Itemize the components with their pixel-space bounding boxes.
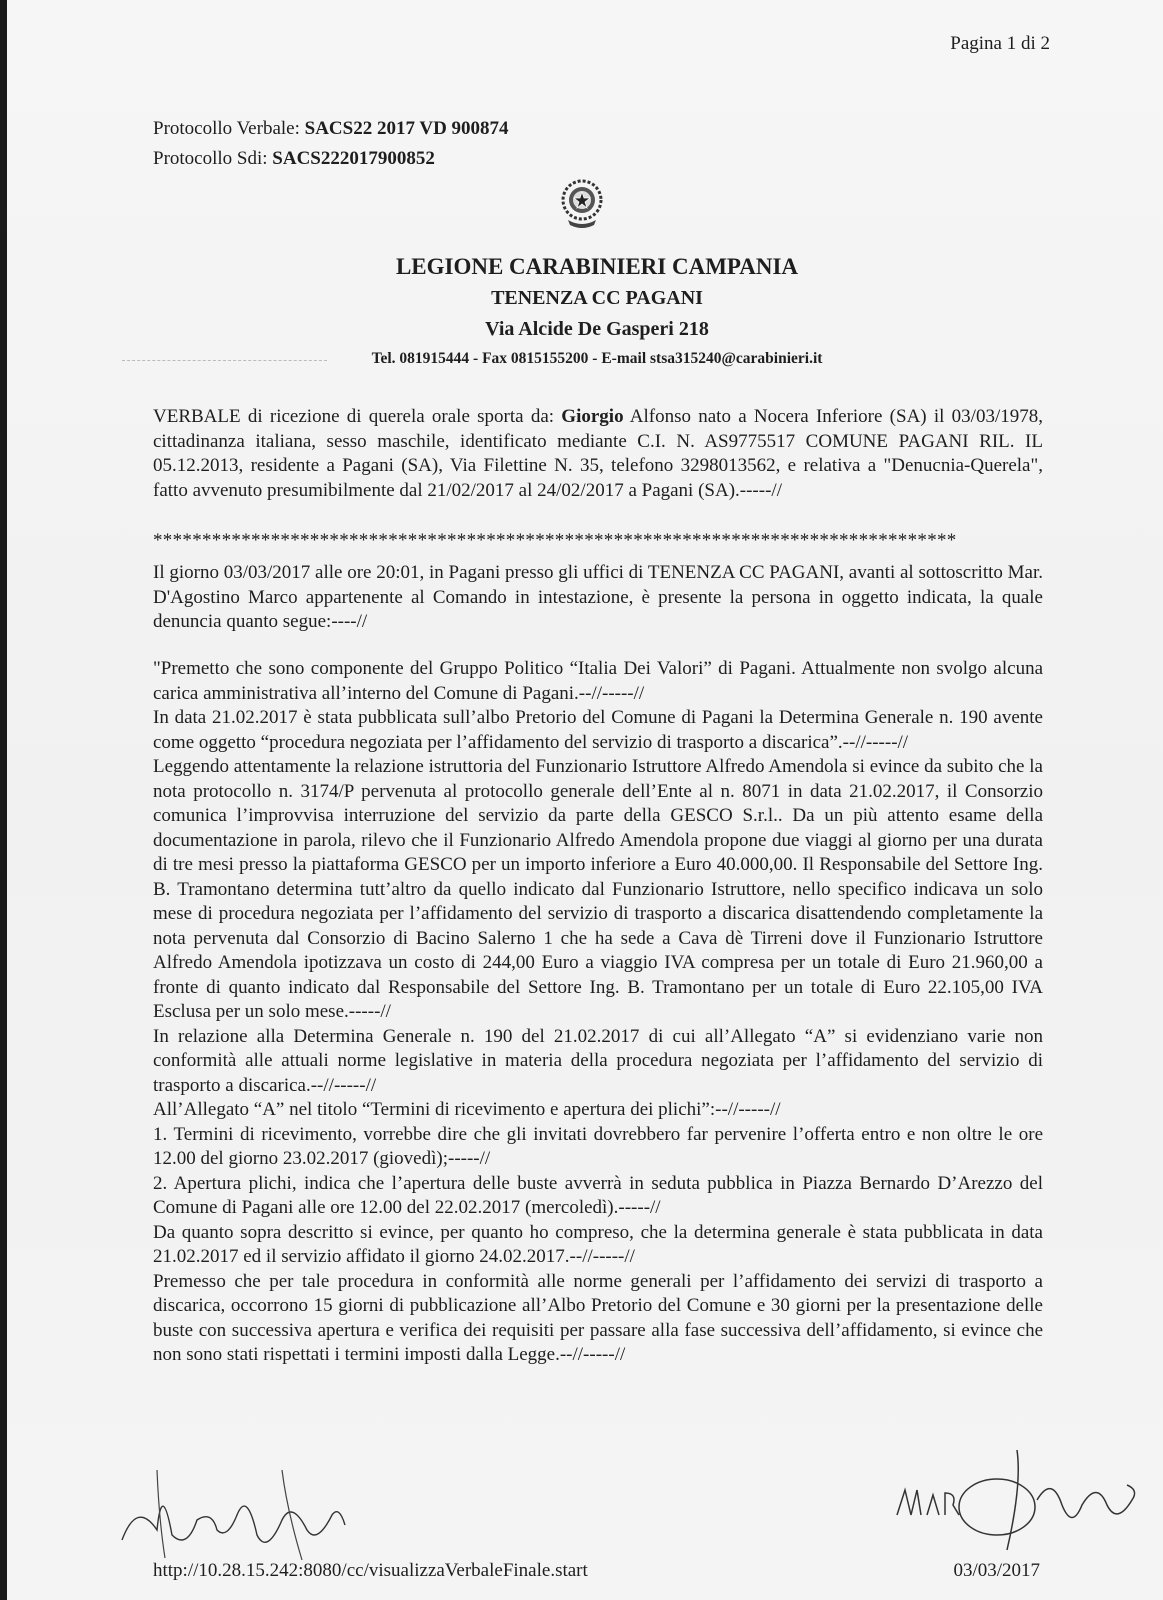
officer-signature-icon [887, 1445, 1142, 1555]
statement-paragraph: Da quanto sopra descritto si evince, per quanto ho compreso, che la determina generale è stata pubblicata in data 21.02.2017 ed il servizio affidato il giorno 24.02.2017.--//-----// [153, 1221, 1043, 1267]
header-subtitle: TENENZA CC PAGANI [491, 287, 703, 309]
footer-url: http://10.28.15.242:8080/cc/visualizzaVerbaleFinale.start [153, 1560, 588, 1581]
statement-paragraph: All’Allegato “A” nel titolo “Termini di ricevimento e apertura dei plichi”:--//-----// [153, 1099, 781, 1120]
statement-paragraph: 1. Termini di ricevimento, vorrebbe dire che gli invitati dovrebbero far pervenire l’offerta entro e non oltre le ore 12.00 del giorno 23.02.2017 (giovedì);-----// [153, 1123, 1043, 1169]
separator-line: ********************************************************************************** [153, 530, 957, 551]
header-title: LEGIONE CARABINIERI CAMPANIA [395, 254, 799, 279]
opening-paragraph [153, 561, 1043, 635]
complainant-surname: Giorgio [561, 406, 624, 427]
intro-pre: VERBALE di ricezione di querela orale sporta da: [153, 406, 562, 427]
statement-body [153, 657, 1043, 1368]
header-address: Via Alcide De Gasperi 218 [485, 318, 709, 340]
protocollo-sdi-value: SACS222017900852 [272, 148, 435, 169]
statement-paragraph: 2. Apertura plichi, indica che l’apertura delle buste avverrà in seduta pubblica in Piazza Bernardo D’Arezzo del Comune di Pagani alle ore 12.00 del 22.02.2017 (mercoledì).-----// [153, 1172, 1043, 1218]
statement-paragraph: In data 21.02.2017 è stata pubblicata sull’albo Pretorio del Comune di Pagani la Determina Generale n. 190 avente come oggetto “procedura negoziata per l’affidamento del servizio di trasporto a discarica”.--//-----// [153, 707, 1043, 753]
statement-paragraph: Premesso che per tale procedura in conformità alle norme generali per l’affidamento dei servizi di trasporto a discarica, occorrono 15 giorni di pubblicazione all’Albo Pretorio del Comune e 30 giorni per la presentazione delle buste con successiva apertura e verifica dei requisiti per passare alla fase successiva dell’affidamento, si evince che non sono stati rispettati i termini imposti dalla Legge.--//-----// [153, 1270, 1043, 1365]
opening-text: Il giorno 03/03/2017 alle ore 20:01, in Pagani presso gli uffici di TENENZA CC PAGANI, avanti al sottoscritto Mar. D'Agostino Marco appartenente al Comando in intestazione, è presente la persona in oggetto indicata, la quale denuncia quanto segue:----// [153, 562, 1043, 632]
protocollo-verbale [153, 118, 509, 140]
complainant-signature-icon [117, 1460, 377, 1560]
document-page [7, 0, 1163, 1600]
italian-republic-emblem-icon [560, 178, 604, 232]
protocollo-sdi-label: Protocollo Sdi: [153, 148, 273, 169]
footer-date: 03/03/2017 [953, 1560, 1040, 1581]
scan-edge [0, 0, 7, 1600]
intro-paragraph [153, 405, 1043, 503]
intro-post: Alfonso nato a Nocera Inferiore (SA) il 03/03/1978, cittadinanza italiana, sesso maschile, identificato mediante C.I. N. AS9775517 COMUNE PAGANI RIL. IL 05.12.2013, residente a Pagani (SA), Via Filettine N. 35, telefono 3298013562, e relativa a "Denucnia-Querela", fatto avvenuto presumibilmente dal 21/02/2017 al 24/02/2017 a Pagani (SA).-----// [153, 406, 1043, 501]
protocollo-sdi [153, 148, 435, 170]
statement-paragraph: Leggendo attentamente la relazione istruttoria del Funzionario Istruttore Alfredo Amendola si evince da subito che la nota protocollo n. 3174/P pervenuta al protocollo generale dell’Ente al n. 8071 in data 21.02.2017, il Consorzio comunica l’improvvisa interruzione del servizio da parte della GESCO S.r.l.. Da un più attento esame della documentazione in parola, rilevo che il Funzionario Alfredo Amendola propone due viaggi al giorno per una durata di tre mesi presso la piattaforma GESCO per un importo inferiore a Euro 40.000,00. Il Responsabile del Settore Ing. B. Tramontano determina tutt’altro da quello indicato dal Funzionario Istruttore, nello specifico indicava un solo mese di procedura negoziata per l’affidamento del servizio di trasporto a discarica disattendendo completamente la nota pervenuta dal Consorzio di Bacino Salerno 1 che ha sede a Cava dè Tirreni dove il Funzionario Istruttore Alfredo Amendola ipotizzava un costo di 244,00 Euro a viaggio IVA compresa per un totale di Euro 21.960,00 a fronte di quanto indicato dal Responsabile del Settore Ing. B. Tramontano per un totale di Euro 22.105,00 IVA Esclusa per un solo mese.-----// [153, 756, 1043, 1022]
protocollo-verbale-value: SACS22 2017 VD 900874 [304, 118, 509, 139]
protocollo-verbale-label: Protocollo Verbale: [153, 118, 305, 139]
statement-paragraph: In relazione alla Determina Generale n. 190 del 21.02.2017 di cui all’Allegato “A” si evidenziano varie non conformità alle attuali norme legislative in materia della procedura negoziata per l’affidamento del servizio di trasporto a discarica.--//-----// [153, 1025, 1043, 1096]
header-contacts: Tel. 081915444 - Fax 0815155200 - E-mail stsa315240@carabinieri.it [371, 350, 823, 367]
statement-paragraph: "Premetto che sono componente del Gruppo Politico “Italia Dei Valori” di Pagani. Attualmente non svolgo alcuna carica amministrativa all’interno del Comune di Pagani.--//-----// [153, 658, 1043, 704]
page-number: Pagina 1 di 2 [950, 33, 1050, 54]
